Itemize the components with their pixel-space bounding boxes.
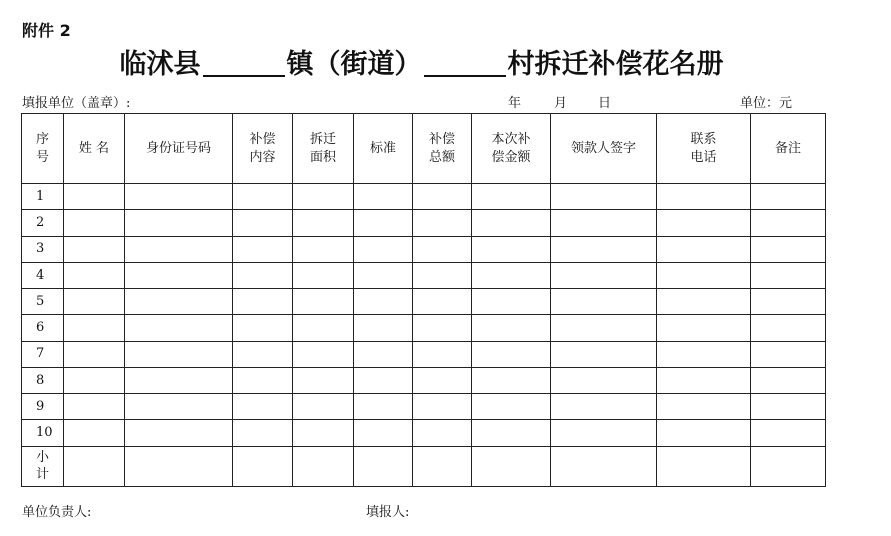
table-cell[interactable] bbox=[64, 289, 125, 315]
table-cell[interactable] bbox=[472, 394, 551, 420]
table-cell[interactable] bbox=[293, 289, 354, 315]
table-cell[interactable] bbox=[472, 262, 551, 288]
table-cell[interactable] bbox=[354, 315, 413, 341]
table-cell[interactable] bbox=[551, 341, 657, 367]
table-cell[interactable] bbox=[354, 289, 413, 315]
table-cell[interactable] bbox=[551, 262, 657, 288]
table-row bbox=[22, 341, 826, 367]
table-cell[interactable] bbox=[472, 420, 551, 446]
table-cell[interactable] bbox=[551, 315, 657, 341]
table-cell[interactable] bbox=[413, 341, 472, 367]
table-row bbox=[22, 315, 826, 341]
table-cell[interactable] bbox=[354, 184, 413, 210]
table-cell[interactable] bbox=[233, 262, 293, 288]
table-cell[interactable] bbox=[233, 289, 293, 315]
table-cell[interactable] bbox=[64, 341, 125, 367]
table-cell[interactable] bbox=[751, 184, 826, 210]
table-cell[interactable] bbox=[472, 289, 551, 315]
table-cell[interactable] bbox=[551, 210, 657, 236]
table-cell[interactable] bbox=[413, 184, 472, 210]
table-cell[interactable] bbox=[751, 394, 826, 420]
table-cell[interactable] bbox=[472, 367, 551, 393]
table-row bbox=[22, 210, 826, 236]
table-cell[interactable] bbox=[233, 236, 293, 262]
table-cell[interactable] bbox=[472, 446, 551, 487]
table-cell[interactable] bbox=[657, 420, 751, 446]
table-cell[interactable] bbox=[64, 446, 125, 487]
table-cell[interactable] bbox=[551, 446, 657, 487]
col-header-compensation-content: 补偿 内容 bbox=[233, 114, 293, 184]
table-row bbox=[22, 289, 826, 315]
row-number: 9 bbox=[22, 394, 64, 420]
table-cell[interactable] bbox=[125, 210, 233, 236]
table-cell[interactable] bbox=[657, 446, 751, 487]
row-number: 7 bbox=[22, 341, 64, 367]
table-cell[interactable] bbox=[413, 262, 472, 288]
table-cell[interactable] bbox=[293, 420, 354, 446]
table-cell[interactable] bbox=[472, 210, 551, 236]
table-cell[interactable] bbox=[293, 262, 354, 288]
table-cell[interactable] bbox=[125, 184, 233, 210]
table-cell[interactable] bbox=[293, 236, 354, 262]
subtotal-row bbox=[22, 446, 826, 487]
table-cell[interactable] bbox=[413, 367, 472, 393]
table-cell[interactable] bbox=[751, 341, 826, 367]
table-cell[interactable] bbox=[125, 394, 233, 420]
col-header-id-number: 身份证号码 bbox=[125, 114, 233, 184]
table-cell[interactable] bbox=[125, 420, 233, 446]
table-cell[interactable] bbox=[657, 367, 751, 393]
table-cell[interactable] bbox=[751, 420, 826, 446]
table-row bbox=[22, 236, 826, 262]
table-cell[interactable] bbox=[233, 210, 293, 236]
table-cell[interactable] bbox=[751, 289, 826, 315]
table-cell[interactable] bbox=[551, 394, 657, 420]
table-cell[interactable] bbox=[472, 341, 551, 367]
table-cell[interactable] bbox=[293, 184, 354, 210]
row-number: 8 bbox=[22, 367, 64, 393]
table-row bbox=[22, 367, 826, 393]
year-label: 年 bbox=[508, 96, 522, 111]
col-header-current-amount: 本次补 偿金额 bbox=[472, 114, 551, 184]
subtotal-label: 小 计 bbox=[22, 446, 64, 487]
table-cell[interactable] bbox=[751, 210, 826, 236]
table-cell[interactable] bbox=[354, 236, 413, 262]
col-header-demolition-area: 拆迁 面积 bbox=[293, 114, 354, 184]
table-cell[interactable] bbox=[233, 446, 293, 487]
title-town: 镇（街道） bbox=[286, 49, 422, 80]
table-cell[interactable] bbox=[472, 184, 551, 210]
table-cell[interactable] bbox=[413, 394, 472, 420]
table-cell[interactable] bbox=[354, 446, 413, 487]
table-cell[interactable] bbox=[233, 315, 293, 341]
table-cell[interactable] bbox=[64, 315, 125, 341]
table-cell[interactable] bbox=[413, 210, 472, 236]
table-cell[interactable] bbox=[125, 262, 233, 288]
row-number: 10 bbox=[22, 420, 64, 446]
table-cell[interactable] bbox=[293, 315, 354, 341]
table-cell[interactable] bbox=[413, 315, 472, 341]
table-cell[interactable] bbox=[125, 446, 233, 487]
table-cell[interactable] bbox=[551, 420, 657, 446]
header-row bbox=[22, 114, 826, 184]
title-county: 临沭县 bbox=[119, 49, 201, 80]
table-cell[interactable] bbox=[657, 210, 751, 236]
document-title bbox=[0, 42, 843, 81]
table-cell[interactable] bbox=[354, 394, 413, 420]
table-cell[interactable] bbox=[751, 446, 826, 487]
table-cell[interactable] bbox=[125, 341, 233, 367]
table-cell[interactable] bbox=[657, 184, 751, 210]
table-cell[interactable] bbox=[751, 367, 826, 393]
table-cell[interactable] bbox=[354, 341, 413, 367]
col-header-recipient-signature: 领款人签字 bbox=[551, 114, 657, 184]
table-cell[interactable] bbox=[293, 446, 354, 487]
table-cell[interactable] bbox=[657, 341, 751, 367]
date-fields bbox=[508, 92, 611, 111]
village-name-blank bbox=[424, 49, 506, 77]
filler-label: 填报人: bbox=[366, 505, 410, 520]
table-cell[interactable] bbox=[64, 262, 125, 288]
responsible-person-label: 单位负责人: bbox=[22, 505, 92, 520]
row-number: 6 bbox=[22, 315, 64, 341]
row-number: 2 bbox=[22, 210, 64, 236]
col-header-total-compensation: 补偿 总额 bbox=[413, 114, 472, 184]
table-cell[interactable] bbox=[354, 367, 413, 393]
col-header-name: 姓 名 bbox=[64, 114, 125, 184]
table-cell[interactable] bbox=[551, 289, 657, 315]
table-row bbox=[22, 420, 826, 446]
table-cell[interactable] bbox=[64, 184, 125, 210]
col-header-remarks: 备注 bbox=[751, 114, 826, 184]
table-cell[interactable] bbox=[657, 315, 751, 341]
table-cell[interactable] bbox=[64, 420, 125, 446]
title-roster: 村拆迁补偿花名册 bbox=[507, 49, 724, 80]
month-label: 月 bbox=[554, 96, 568, 111]
table-cell[interactable] bbox=[233, 420, 293, 446]
table-cell[interactable] bbox=[233, 394, 293, 420]
attachment-label: 附件 2 bbox=[22, 21, 71, 40]
table-cell[interactable] bbox=[657, 394, 751, 420]
table-cell[interactable] bbox=[472, 236, 551, 262]
table-cell[interactable] bbox=[293, 394, 354, 420]
currency-unit-label: 单位：元 bbox=[740, 96, 793, 111]
table-cell[interactable] bbox=[293, 210, 354, 236]
table-cell[interactable] bbox=[472, 315, 551, 341]
town-name-blank bbox=[203, 49, 285, 77]
table-cell[interactable] bbox=[413, 289, 472, 315]
table-cell[interactable] bbox=[125, 315, 233, 341]
table-cell[interactable] bbox=[354, 420, 413, 446]
table-cell[interactable] bbox=[64, 367, 125, 393]
table-cell[interactable] bbox=[64, 210, 125, 236]
table-row bbox=[22, 184, 826, 210]
row-number: 4 bbox=[22, 262, 64, 288]
table-cell[interactable] bbox=[233, 184, 293, 210]
compensation-roster-table bbox=[21, 113, 826, 487]
table-cell[interactable] bbox=[293, 367, 354, 393]
table-row bbox=[22, 394, 826, 420]
table-cell[interactable] bbox=[751, 315, 826, 341]
table-cell[interactable] bbox=[125, 367, 233, 393]
col-header-standard: 标准 bbox=[354, 114, 413, 184]
col-header-phone: 联系 电话 bbox=[657, 114, 751, 184]
table-row bbox=[22, 262, 826, 288]
table-cell[interactable] bbox=[125, 289, 233, 315]
table-cell[interactable] bbox=[125, 236, 233, 262]
table-cell[interactable] bbox=[551, 236, 657, 262]
day-label: 日 bbox=[598, 96, 612, 111]
table-cell[interactable] bbox=[64, 394, 125, 420]
table-cell[interactable] bbox=[657, 236, 751, 262]
table-cell[interactable] bbox=[751, 236, 826, 262]
table-cell[interactable] bbox=[551, 367, 657, 393]
table-cell[interactable] bbox=[551, 184, 657, 210]
table-cell[interactable] bbox=[354, 262, 413, 288]
table-cell[interactable] bbox=[293, 341, 354, 367]
fill-unit-label: 填报单位（盖章）: bbox=[22, 96, 131, 111]
table-cell[interactable] bbox=[657, 289, 751, 315]
table-cell[interactable] bbox=[413, 420, 472, 446]
table-cell[interactable] bbox=[64, 236, 125, 262]
table-cell[interactable] bbox=[354, 210, 413, 236]
table-cell[interactable] bbox=[751, 262, 826, 288]
col-header-seq: 序 号 bbox=[22, 114, 64, 184]
table-cell[interactable] bbox=[657, 262, 751, 288]
table-cell[interactable] bbox=[233, 367, 293, 393]
table-cell[interactable] bbox=[413, 446, 472, 487]
table-cell[interactable] bbox=[233, 341, 293, 367]
table-cell[interactable] bbox=[413, 236, 472, 262]
row-number: 5 bbox=[22, 289, 64, 315]
row-number: 3 bbox=[22, 236, 64, 262]
row-number: 1 bbox=[22, 184, 64, 210]
